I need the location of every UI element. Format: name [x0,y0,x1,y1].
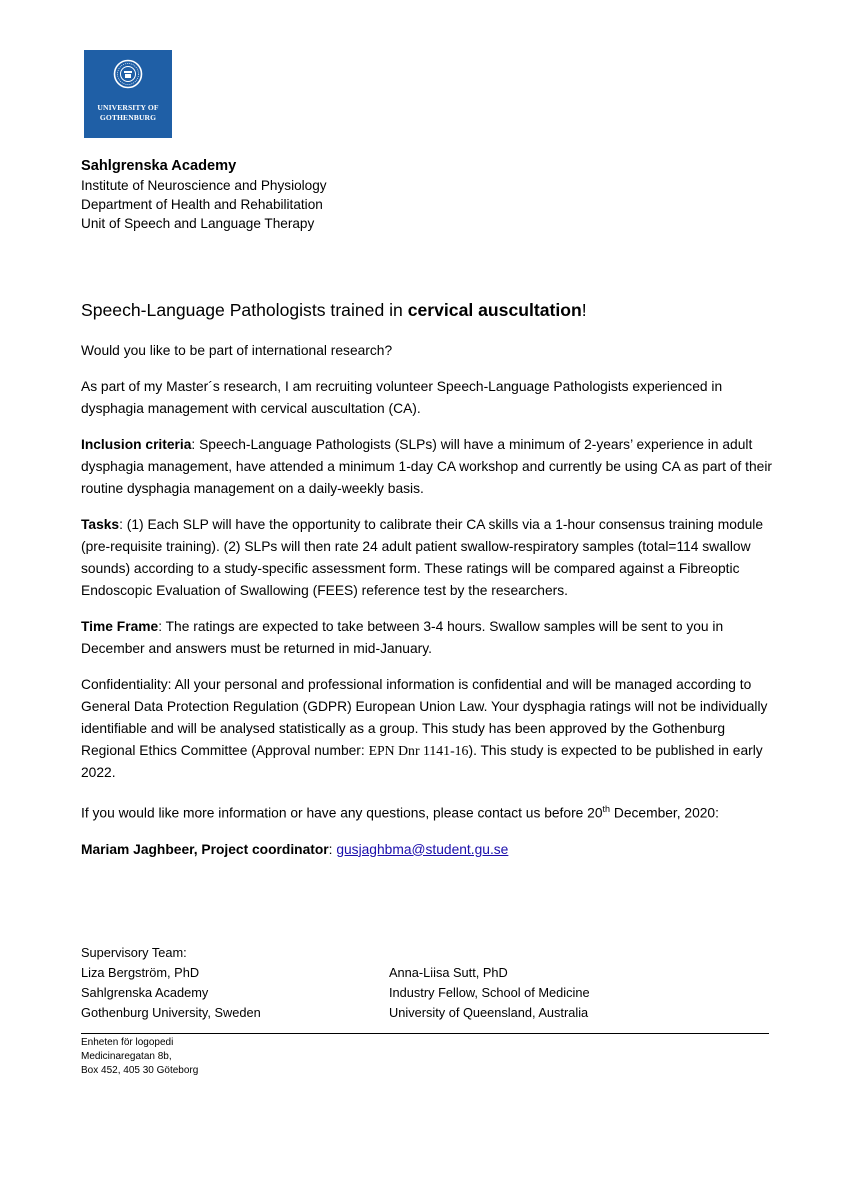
intro-paragraph: Would you like to be part of international research? [81,343,393,358]
inclusion-label: Inclusion criteria [81,437,192,452]
page-title [81,298,587,322]
supervisory-heading: Supervisory Team: [81,945,187,960]
institution-header [81,157,327,233]
unit-line: Unit of Speech and Language Therapy [81,216,315,231]
logo-line-2: GOTHENBURG [99,112,157,122]
logo-line-1: UNIVERSITY OF [97,103,159,112]
university-logo [84,50,172,138]
inclusion-paragraph [81,434,773,500]
supervisory-team-left [81,943,261,1023]
supervisory-team-right [389,963,590,1023]
contact-text-1: If you would like more information or have any questions, please contact us before 20 [81,805,603,821]
coordinator-email-link[interactable]: gusjaghbma@student.gu.se [336,841,509,857]
confidentiality-text-1: Confidentiality: All your personal and professional information is confidential and will be managed according to General Data Protection Regulation (GDPR) European Union Law. Your dysphagia ratings will not be individually identifiable and will be analysed statistically as a group. This study has been approved by the Gothenburg Regional Ethics Committee (Approval number: [81,677,768,758]
confidentiality-paragraph [81,674,773,784]
coordinator-sep: : [328,841,337,857]
inclusion-text: : Speech-Language Pathologists (SLPs) will have a minimum of 2-years’ experience in adult dysphagia management, have attended a minimum 1-day CA workshop and currently be using CA as part of their routine dysphagia management on a daily-weekly basis. [81,437,772,496]
tasks-paragraph [81,514,773,602]
recruit-paragraph: As part of my Master´s research, I am recruiting volunteer Speech-Language Pathologists experienced in dysphagia management with cervical auscultation (CA). [81,379,723,416]
approval-number: EPN Dnr 1141-16 [368,743,469,758]
academy-name: Sahlgrenska Academy [81,158,237,174]
supervisor-1-name: Liza Bergström, PhD [81,965,200,980]
timeframe-paragraph [81,616,773,660]
supervisor-2-affiliation: Industry Fellow, School of Medicine [389,985,590,1000]
address-line-1: Enheten för logopedi [81,1037,174,1048]
tasks-label: Tasks [81,517,120,532]
contact-text-2: December, 2020: [610,805,719,821]
university-seal-icon [113,59,143,89]
supervisor-1-affiliation: Sahlgrenska Academy [81,985,209,1000]
supervisor-1-university: Gothenburg University, Sweden [81,1005,261,1020]
coordinator-line [81,839,773,861]
supervisor-2-name: Anna-Liisa Sutt, PhD [389,965,508,980]
department-line: Department of Health and Rehabilitation [81,197,323,212]
footer-address [81,1036,198,1078]
title-prefix: Speech-Language Pathologists trained in [81,300,408,320]
coordinator-name: Mariam Jaghbeer, Project coordinator [81,841,329,857]
title-bold: cervical auscultation [407,300,582,320]
document-body [81,340,773,875]
contact-paragraph [81,798,773,825]
confidentiality-text-2: ). This study is expected to be published in early 2022. [81,743,763,780]
address-line-3: Box 452, 405 30 Göteborg [81,1065,199,1076]
timeframe-text: : The ratings are expected to take between 3-4 hours. Swallow samples will be sent to you in December and answers must be returned in mid-January. [81,619,724,656]
timeframe-label: Time Frame [81,619,159,634]
title-suffix: ! [581,300,587,320]
tasks-text: : (1) Each SLP will have the opportunity to calibrate their CA skills via a 1-hour consensus training module (pre-requisite training). (2) SLPs will then rate 24 adult patient swallow-respiratory samples (total=114 swallow sounds) according to a study-specific assessment form. These ratings will be compared against a Fibreoptic Endoscopic Evaluation of Swallowing (FEES) reference test by the researchers. [81,517,764,598]
address-line-2: Medicinaregatan 8b, [81,1051,172,1062]
supervisor-2-university: University of Queensland, Australia [389,1005,589,1020]
institute-line: Institute of Neuroscience and Physiology [81,178,327,193]
contact-sup: th [602,804,611,814]
footer-divider [81,1033,769,1034]
